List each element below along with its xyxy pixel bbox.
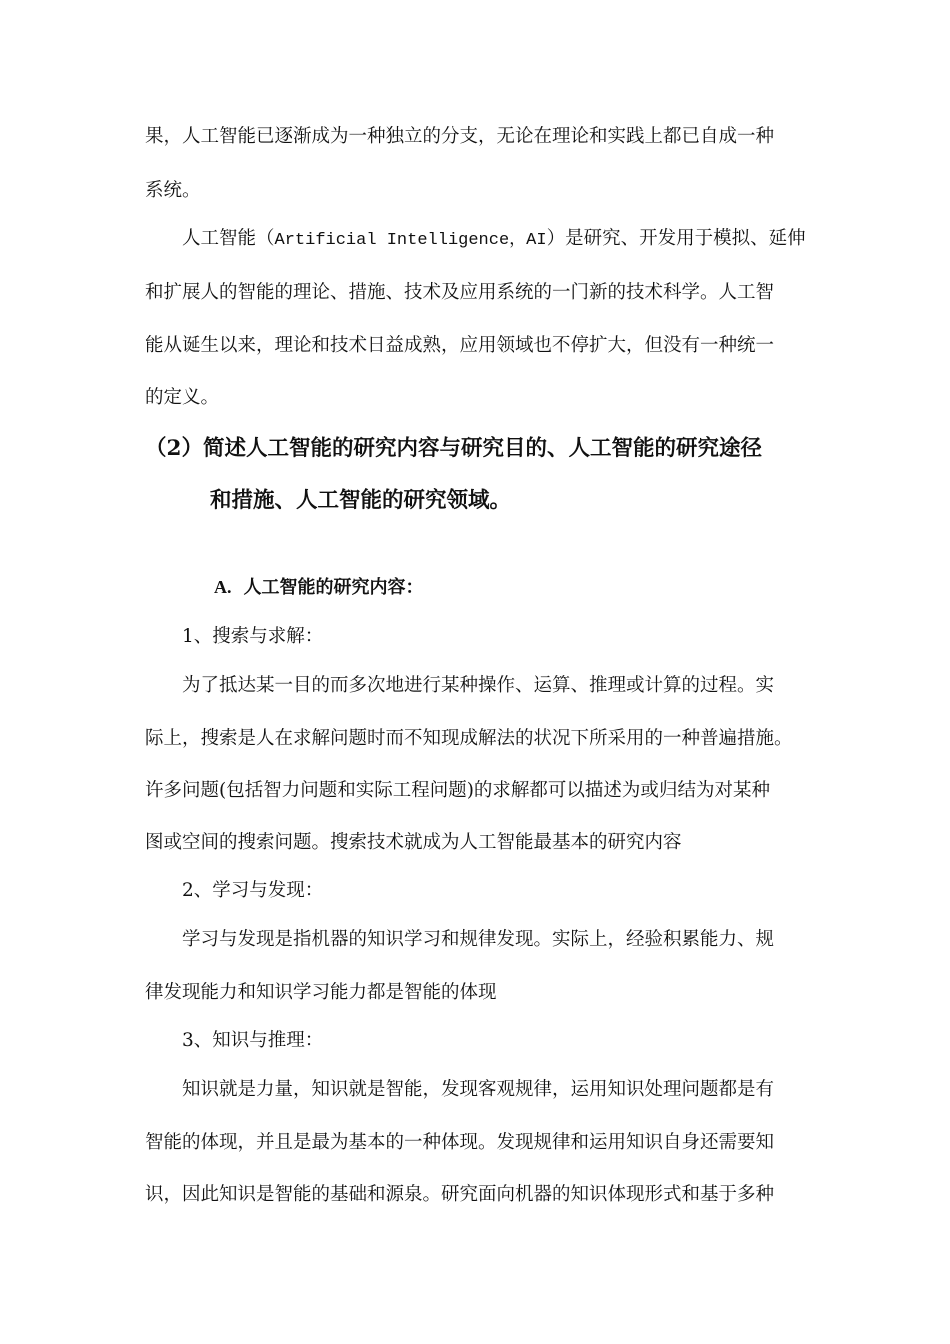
paragraph-line: 为了抵达某一目的而多次地进行某种操作、运算、推理或计算的过程。实 [182,675,775,696]
paragraph-line: 和扩展人的智能的理论、措施、技术及应用系统的一门新的技术科学。人工智 [145,282,775,303]
definition-lead: 人工智能（ [182,228,275,249]
subsection-title: 人工智能的研究内容： [243,577,424,598]
paragraph-line: 际上，搜索是人在求解问题时而不知现成解法的状况下所采用的一种普遍措施。 [145,728,793,749]
definition-line [182,226,806,254]
paragraph-line: 智能的体现，并且是最为基本的一种体现。发现规律和运用知识自身还需要知 [145,1132,775,1153]
paragraph-line: 果，人工智能已逐渐成为一种独立的分支，无论在理论和实践上都已自成一种 [145,126,775,147]
paragraph-line: 识，因此知识是智能的基础和源泉。研究面向机器的知识体现形式和基于多种 [145,1184,775,1205]
paragraph-line: 能从诞生以来，理论和技术日益成熟，应用领域也不停扩大，但没有一种统一 [145,335,775,356]
paragraph-line: 律发现能力和知识学习能力都是智能的体现 [145,982,497,1003]
paragraph-line: 学习与发现是指机器的知识学习和规律发现。实际上，经验积累能力、规 [182,929,775,950]
section-heading: （2）简述人工智能的研究内容与研究目的、人工智能的研究途径 [145,436,762,461]
subsection-heading [214,574,424,601]
paragraph-line: 的定义。 [145,387,220,408]
paragraph-line: 许多问题(包括智力问题和实际工程问题)的求解都可以描述为或归结为对某种 [145,780,770,801]
paragraph-line: 知识就是力量，知识就是智能，发现客观规律，运用知识处理问题都是有 [182,1079,775,1100]
paragraph-line: 图或空间的搜索问题。搜索技术就成为人工智能最基本的研究内容 [145,832,682,853]
item-title: 2、学习与发现： [182,880,324,901]
definition-tail: ）是研究、开发用于模拟、延伸 [546,228,806,249]
item-title: 1、搜索与求解： [182,626,324,647]
paragraph-line: 系统。 [145,180,201,201]
definition-term: Artificial Intelligence，AI [274,231,547,250]
section-heading-continued: 和措施、人工智能的研究领域。 [210,488,512,513]
subsection-tag: A. [214,577,232,597]
item-title: 3、知识与推理： [182,1030,324,1051]
